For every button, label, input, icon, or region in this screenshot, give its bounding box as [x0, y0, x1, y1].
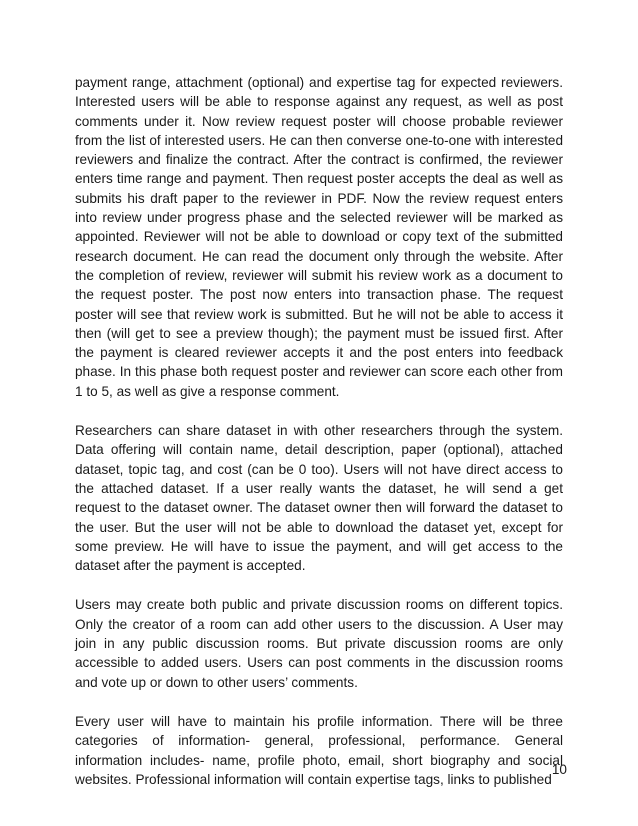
paragraph-dataset-sharing: Researchers can share dataset in with other researchers through the system. Data offering will contain name, detail description, paper (optional), attached dataset, topic tag, and cost (can be 0 too). Users will not have direct access to the attached dataset. If a user really wants the dataset, he will send a get request to the dataset owner. The dataset owner then will forward the dataset to the user. But the user will not be able to download the dataset yet, except for some preview. He will have to issue the payment, and will get access to the dataset after the payment is accepted.	[75, 423, 563, 574]
paragraph-review-process: payment range, attachment (optional) and expertise tag for expected reviewers. Interested users will be able to response against any request, as well as post comments under it. Now review request poster will choose probable reviewer from the list of interested users. He can then converse one-to-one with interested reviewers and finalize the contract. After the contract is confirmed, the reviewer enters time range and payment. Then request poster accepts the deal as well as submits his draft paper to the reviewer in PDF. Now the review request enters into review under progress phase and the selected reviewer will be marked as appointed. Reviewer will not be able to download or copy text of the submitted research document. He can read the document only through the website. After the completion of review, reviewer will submit his review work as a document to the request poster. The post now enters into transaction phase. The request poster will see that review work is submitted. But he will not be able to access it then (will get to see a preview though); the payment must be issued first. After the payment is cleared reviewer accepts it and the post enters into feedback phase. In this phase both request poster and reviewer can score each other from 1 to 5, as well as give a response comment.	[75, 75, 563, 399]
page-number: 10	[551, 762, 567, 777]
page-body	[75, 73, 563, 809]
paragraph-profile-information: Every user will have to maintain his profile information. There will be three categories of information- general, professional, performance. General information includes- name, profile photo, email, short biography and social websites. Professional information will contain expertise tags, links to published	[75, 713, 563, 787]
paragraph-discussion-rooms: Users may create both public and private discussion rooms on different topics. Only the creator of a room can add other users to the discussion. A User may join in any public discussion rooms. But private discussion rooms are only accessible to added users. Users can post comments in the discussion rooms and vote up or down to other users’ comments.	[75, 597, 563, 690]
